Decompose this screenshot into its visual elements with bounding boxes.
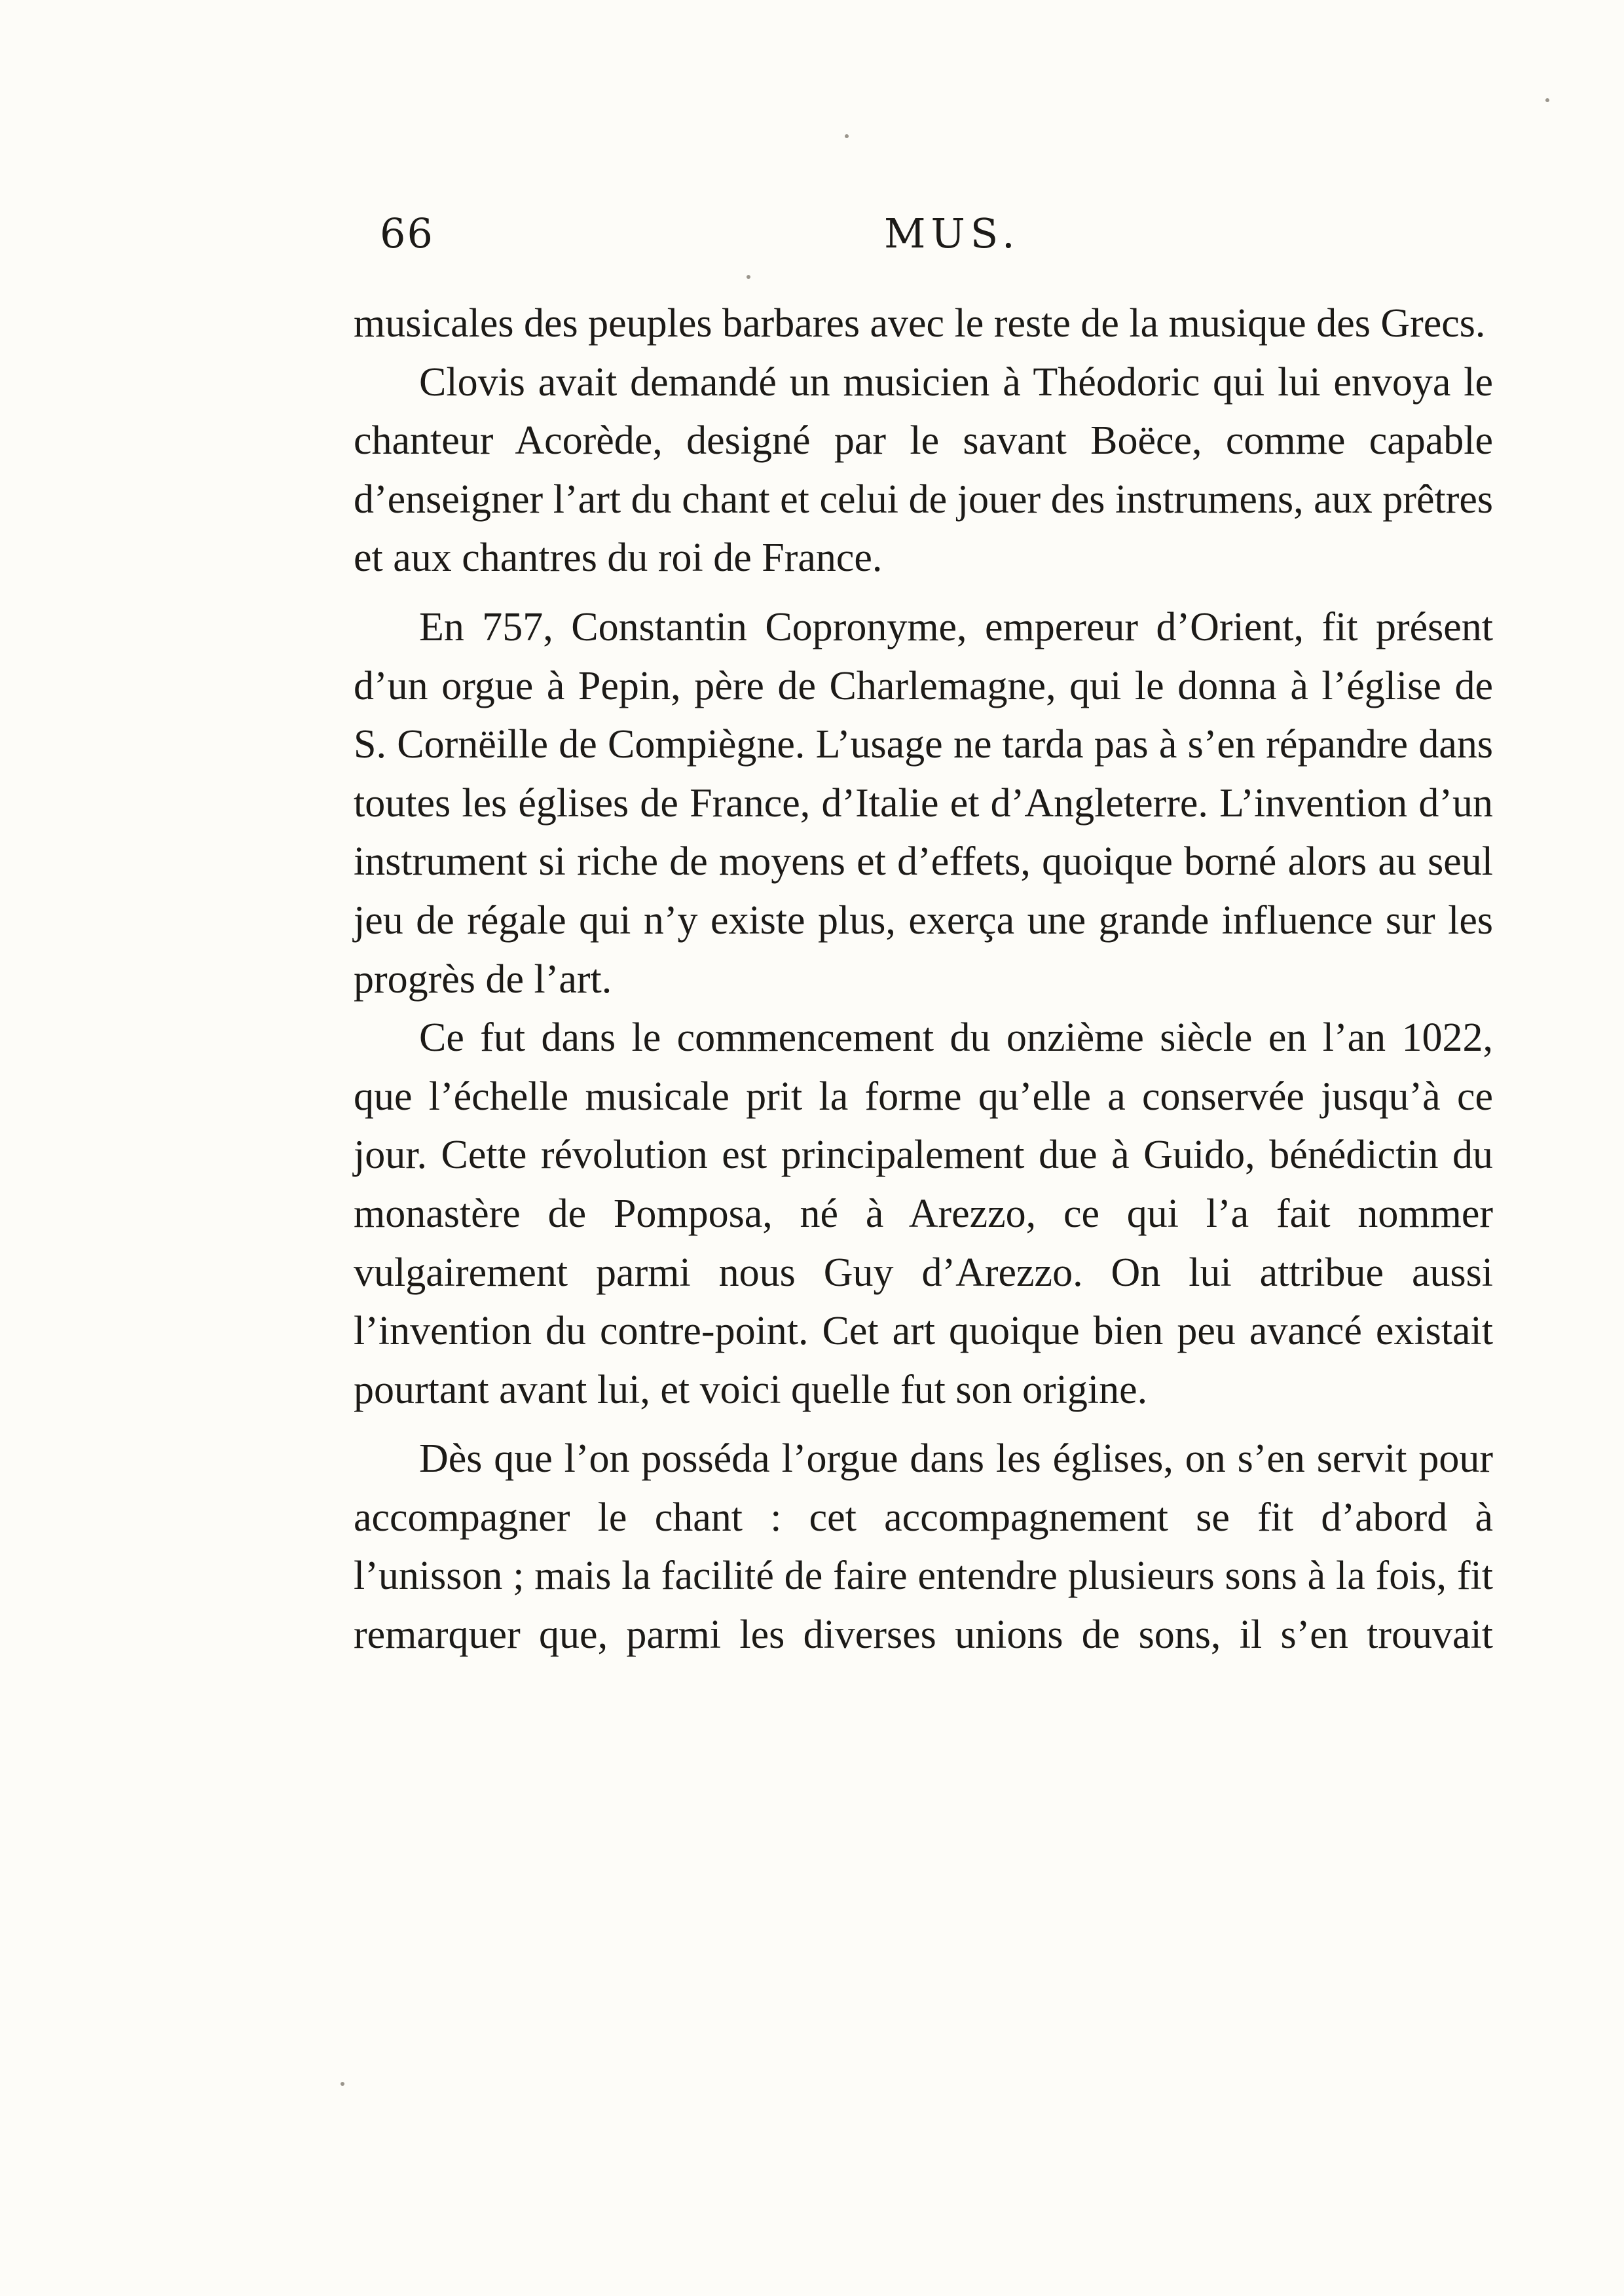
paper-speck	[747, 275, 750, 279]
paragraph-accompaniment: Dès que l’on posséda l’orgue dans les églises, on s’en servit pour accompagner le chant : cet accompagnement se fit d’abord à l’unisson ; mais la facilité de faire entendre plusieurs sons à la fois, fit remarquer que, parmi les diverses unions de sons, il s’en trouvait	[354, 1436, 1493, 1658]
paper-speck	[341, 2082, 344, 2086]
page-header	[354, 210, 1493, 282]
running-head: MUS.	[884, 210, 1020, 257]
page-number: 66	[380, 210, 434, 257]
paper-speck	[1545, 98, 1549, 102]
paragraph-clovis: Clovis avait demandé un musicien à Théodoric qui lui envoya le chanteur Acorède, designé par le savant Boëce, comme capable d’enseigner l’art du chant et celui de jouer des instrumens, aux prêtres et aux chantres du roi de France.	[354, 359, 1493, 581]
body-text	[354, 295, 1493, 1665]
paragraph-continued: musicales des peuples barbares avec le reste de la musique des Grecs.	[354, 301, 1486, 346]
paper-speck	[845, 134, 849, 138]
paragraph-guido: Ce fut dans le commencement du onzième siècle en l’an 1022, que l’échelle musicale prit la forme qu’elle a conservée jusqu’à ce jour. Cette révolution est principalement due à Guido, bénédictin du monastère de Pomposa, né à Arezzo, ce qui l’a fait nommer vulgairement parmi nous Guy d’Arezzo. On lui attribue aussi l’invention du contre-point. Cet art quoique bien peu avancé existait pourtant avant lui, et voici quelle fut son origine.	[354, 1015, 1493, 1412]
paragraph-organ: En 757, Constantin Copronyme, empereur d’Orient, fit présent d’un orgue à Pepin, père de Charlemagne, qui le donna à l’église de S. Cornëille de Compiègne. L’usage ne tarda pas à s’en répandre dans toutes les églises de France, d’Italie et d’Angleterre. L’invention d’un instrument si riche de moyens et d’effets, quoique borné alors au seul jeu de régale qui n’y existe plus, exerça une grande influence sur les progrès de l’art.	[354, 604, 1493, 1002]
